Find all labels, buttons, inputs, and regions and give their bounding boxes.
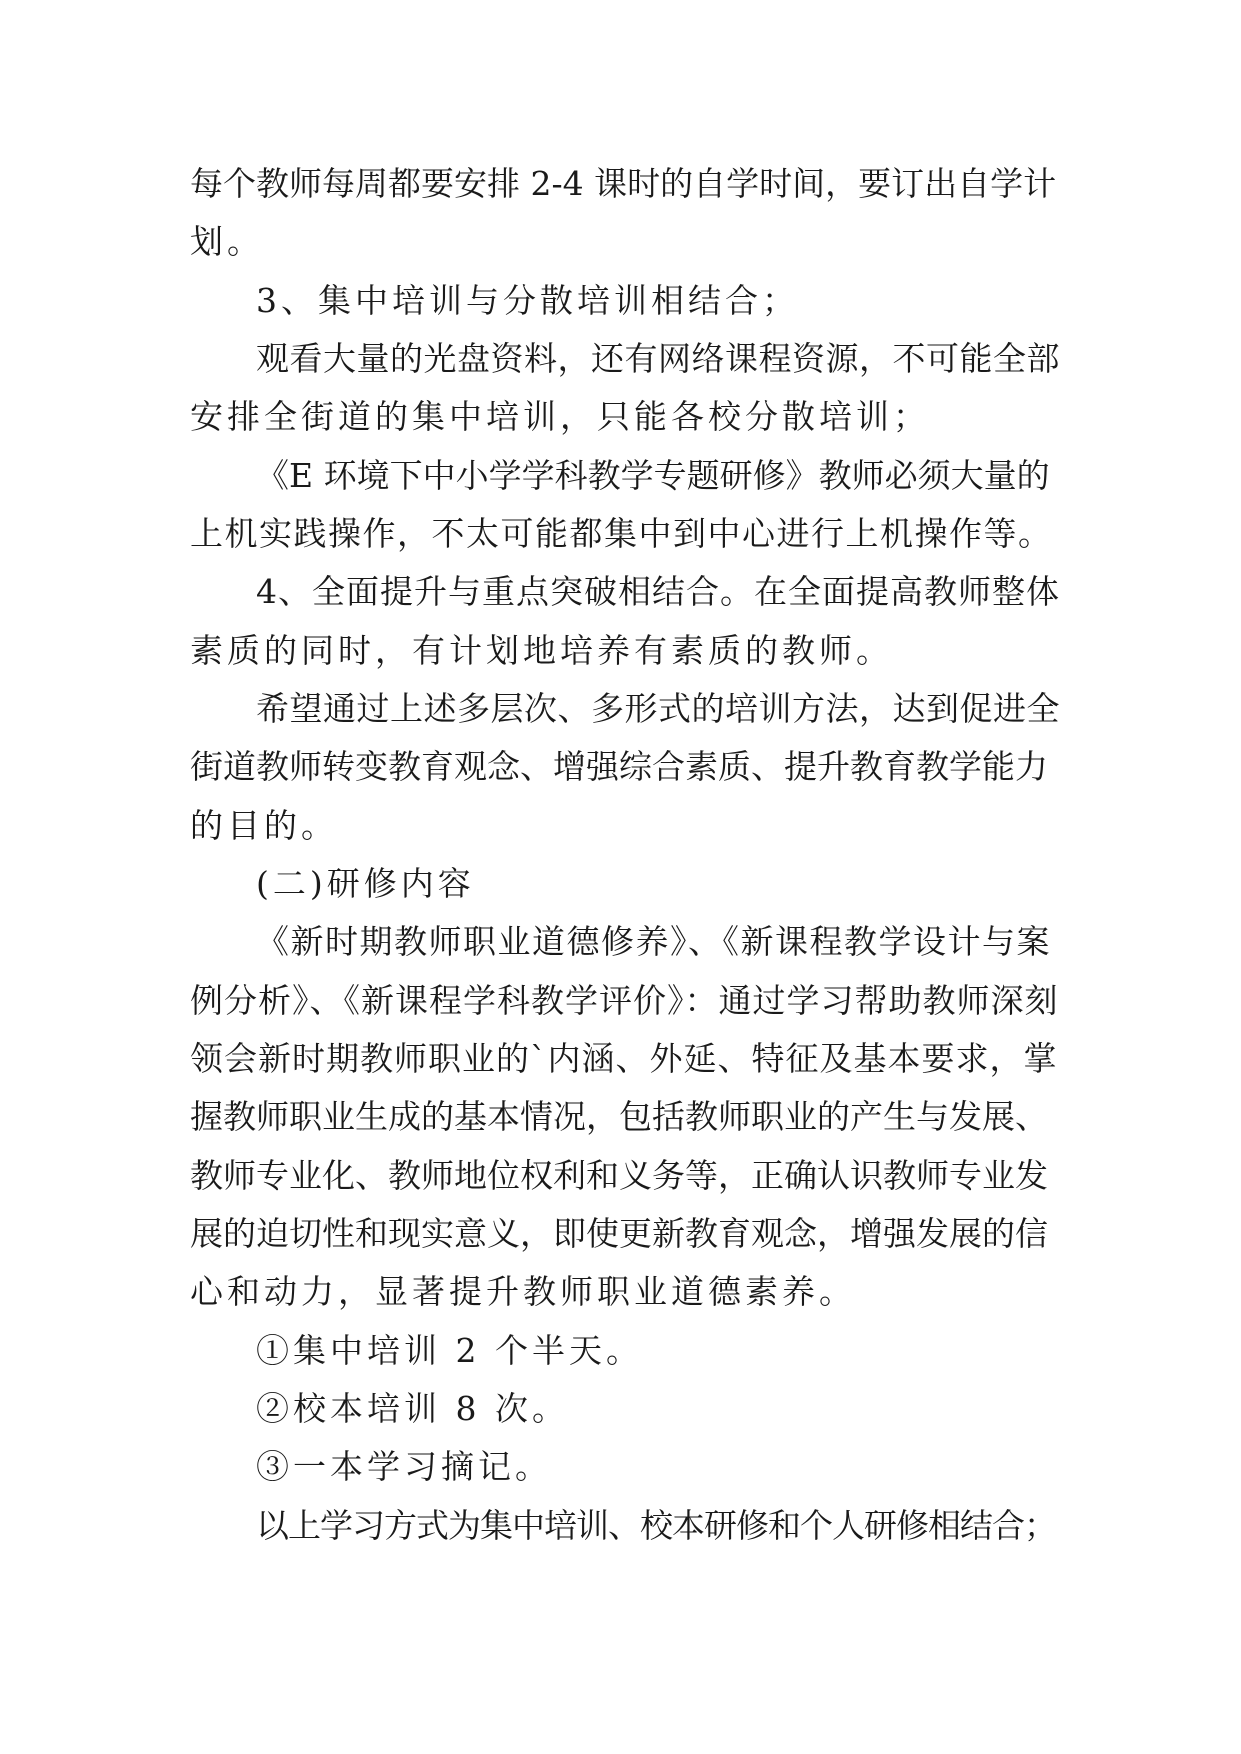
- text-line: 3、集中培训与分散培训相结合；: [256, 281, 799, 320]
- text-line: 观看大量的光盘资料，还有网络课程资源，不可能全部: [256, 339, 1060, 378]
- text-line: 教师专业化、教师地位权利和义务等，正确认识教师专业发: [190, 1156, 1048, 1195]
- text-line: 划。: [190, 222, 264, 261]
- list-item: ②校本培训 8 次。: [256, 1389, 569, 1428]
- text-line: 的目的。: [190, 806, 338, 845]
- text-line: 每个教师每周都要安排 2-4 课时的自学时间，要订出自学计: [190, 164, 1057, 203]
- text-line: 街道教师转变教育观念、增强综合素质、提升教育教学能力: [190, 747, 1048, 786]
- text-line: 《新时期教师职业道德修养》、《新课程教学设计与案: [256, 922, 1051, 961]
- text-line: 4、全面提升与重点突破相结合。在全面提高教师整体: [256, 572, 1060, 611]
- text-line: 领会新时期教师职业的`内涵、外延、特征及基本要求，掌: [190, 1039, 1058, 1078]
- text-line: 上机实践操作，不太可能都集中到中心进行上机操作等。: [190, 514, 1053, 553]
- text-line: 握教师职业生成的基本情况，包括教师职业的产生与发展、: [190, 1097, 1048, 1136]
- text-line: 展的迫切性和现实意义，即使更新教育观念，增强发展的信: [190, 1214, 1048, 1253]
- text-line: 安排全街道的集中培训，只能各校分散培训；: [190, 397, 930, 436]
- text-line: 例分析》、《新课程学科教学评价》：通过学习帮助教师深刻: [190, 981, 1059, 1020]
- section-heading: (二)研修内容: [256, 864, 475, 903]
- text-line: 《E 环境下中小学学科教学专题研修》教师必须大量的: [256, 456, 1050, 495]
- list-item: ③一本学习摘记。: [256, 1447, 552, 1486]
- list-item: ①集中培训 2 个半天。: [256, 1331, 643, 1370]
- text-line: 素质的同时，有计划地培养有素质的教师。: [190, 631, 893, 670]
- text-line: 以上学习方式为集中培训、校本研修和个人研修相结合；: [256, 1506, 1056, 1545]
- text-line: 希望通过上述多层次、多形式的培训方法，达到促进全: [256, 689, 1060, 728]
- text-line: 心和动力，显著提升教师职业道德素养。: [190, 1272, 856, 1311]
